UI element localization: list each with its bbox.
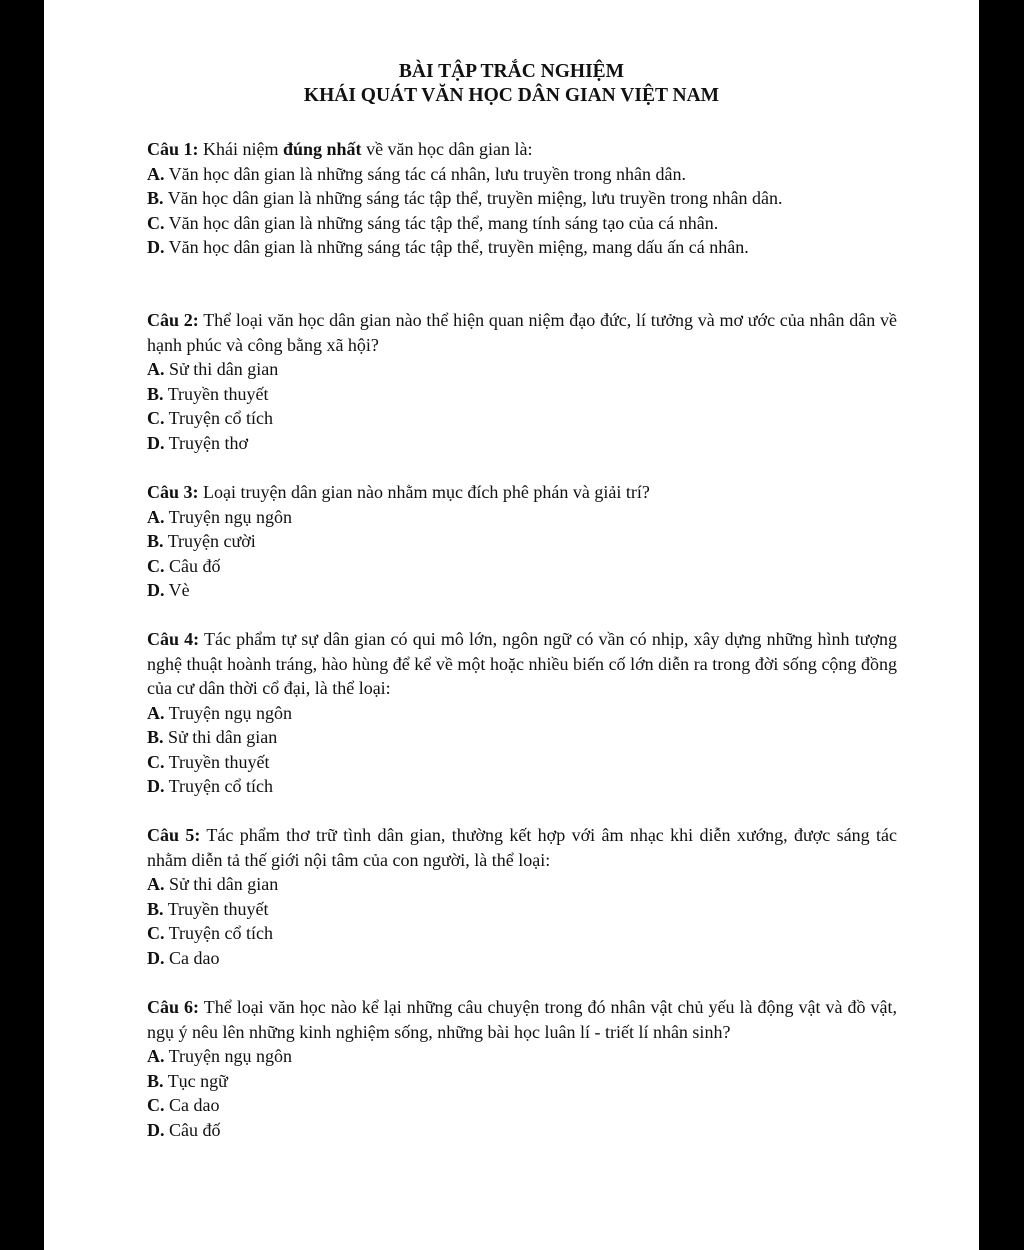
document-title: [44, 60, 979, 108]
stem-text: Loại truyện dân gian nào nhằm mục đích phê phán và giải trí?: [198, 482, 650, 502]
option-text: Câu đố: [164, 555, 221, 576]
option-a: [147, 872, 897, 897]
question-label: Câu 5:: [147, 825, 201, 845]
option-c: [147, 1093, 897, 1118]
option-text: Truyện cổ tích: [164, 923, 274, 943]
option-d: [147, 431, 897, 456]
option-a: [147, 162, 897, 187]
option-text: Văn học dân gian là những sáng tác tập thể, truyền miệng, lưu truyền trong nhân dân.: [163, 188, 783, 208]
question-stem: [147, 137, 897, 162]
question-4: [147, 627, 897, 799]
option-letter: A.: [147, 1046, 165, 1066]
option-c: [147, 750, 897, 775]
question-stem: [147, 308, 897, 357]
option-letter: C.: [147, 408, 165, 428]
option-text: Truyền thuyết: [164, 751, 270, 772]
document-page: [44, 0, 979, 1250]
option-letter: A.: [147, 874, 165, 894]
option-letter: C.: [147, 751, 165, 772]
option-text: Câu đố: [164, 1119, 221, 1140]
question-stem: [147, 627, 897, 701]
option-c: [147, 554, 897, 579]
option-d: [147, 1118, 897, 1143]
option-a: [147, 701, 897, 726]
option-letter: A.: [147, 359, 165, 379]
option-letter: B.: [147, 1070, 164, 1091]
option-d: [147, 235, 897, 260]
option-b: [147, 529, 897, 554]
option-text: Văn học dân gian là những sáng tác cá nhân, lưu truyền trong nhân dân.: [164, 163, 687, 184]
option-b: [147, 897, 897, 922]
question-label: Câu 4:: [147, 629, 200, 649]
option-text: Truyện ngụ ngôn: [164, 702, 293, 723]
option-text: Vè: [164, 580, 190, 600]
question-label: Câu 6:: [147, 997, 200, 1017]
question-6: [147, 995, 897, 1142]
option-letter: B.: [147, 383, 164, 404]
stem-text: Tác phẩm thơ trữ tình dân gian, thường kết hợp với âm nhạc khi diễn xướng, được sáng tác nhằm diễn tả thế giới nội tâm của con người, là thể loại:: [147, 825, 897, 870]
question-5: [147, 823, 897, 970]
option-c: [147, 211, 897, 236]
option-letter: D.: [147, 776, 165, 796]
stem-text: Khái niệm: [198, 139, 283, 159]
option-b: [147, 725, 897, 750]
option-letter: D.: [147, 237, 165, 257]
stem-emphasis: đúng nhất: [283, 139, 362, 159]
question-1: [147, 137, 897, 260]
option-text: Truyện thơ: [164, 432, 249, 453]
option-text: Tục ngữ: [163, 1070, 228, 1091]
title-line-2: KHÁI QUÁT VĂN HỌC DÂN GIAN VIỆT NAM: [303, 85, 720, 106]
option-b: [147, 186, 897, 211]
option-text: Truyện cổ tích: [164, 408, 274, 428]
option-letter: D.: [147, 580, 165, 600]
option-letter: B.: [147, 188, 164, 208]
question-label: Câu 2:: [147, 310, 199, 330]
question-label: Câu 3:: [147, 482, 199, 502]
option-text: Truyện ngụ ngôn: [164, 506, 293, 527]
option-letter: A.: [147, 163, 165, 184]
option-a: [147, 357, 897, 382]
option-letter: B.: [147, 531, 164, 551]
option-a: [147, 1044, 897, 1069]
option-d: [147, 946, 897, 971]
option-text: Truyền thuyết: [163, 383, 269, 404]
option-d: [147, 774, 897, 799]
stem-text: Tác phẩm tự sự dân gian có qui mô lớn, ngôn ngữ có vần có nhịp, xây dựng những hình tượng nghệ thuật hoành tráng, hào hùng để kể về một hoặc nhiều biến cố lớn diễn ra trong đời sống cộng đồng của cư dân thời cổ đại, là thể loại:: [147, 629, 897, 698]
question-label: Câu 1:: [147, 139, 199, 159]
option-letter: C.: [147, 555, 165, 576]
option-text: Sử thi dân gian: [164, 359, 279, 379]
option-letter: D.: [147, 1119, 165, 1140]
stem-text: Thể loại văn học dân gian nào thể hiện quan niệm đạo đức, lí tưởng và mơ ước của nhân dân về hạnh phúc và công bằng xã hội?: [147, 310, 897, 355]
stem-text: Thể loại văn học nào kể lại những câu chuyện trong đó nhân vật chủ yếu là động vật và đồ vật, ngụ ý nêu lên những kinh nghiệm sống, những bài học luân lí - triết lí nhân sinh?: [147, 997, 897, 1042]
option-text: Sử thi dân gian: [164, 874, 279, 894]
option-text: Truyền thuyết: [163, 898, 269, 919]
title-line-1: BÀI TẬP TRẮC NGHIỆM: [398, 61, 625, 82]
option-d: [147, 578, 897, 603]
option-b: [147, 382, 897, 407]
question-3: [147, 480, 897, 603]
option-c: [147, 921, 897, 946]
option-text: Văn học dân gian là những sáng tác tập thể, mang tính sáng tạo của cá nhân.: [164, 212, 719, 233]
option-letter: D.: [147, 432, 165, 453]
option-text: Ca dao: [164, 1095, 220, 1115]
option-letter: C.: [147, 923, 165, 943]
question-stem: [147, 823, 897, 872]
option-text: Truyện ngụ ngôn: [164, 1046, 293, 1066]
option-c: [147, 406, 897, 431]
question-stem: [147, 995, 897, 1044]
option-letter: B.: [147, 898, 164, 919]
option-a: [147, 505, 897, 530]
option-letter: B.: [147, 727, 164, 747]
option-letter: A.: [147, 702, 165, 723]
option-letter: D.: [147, 947, 165, 968]
option-text: Ca dao: [164, 947, 220, 968]
option-text: Truyện cổ tích: [164, 776, 274, 796]
option-text: Sử thi dân gian: [163, 727, 278, 747]
stem-text: về văn học dân gian là:: [361, 139, 533, 159]
question-2: [147, 308, 897, 455]
option-letter: C.: [147, 1095, 165, 1115]
option-b: [147, 1069, 897, 1094]
option-text: Truyện cười: [163, 531, 256, 551]
option-text: Văn học dân gian là những sáng tác tập thể, truyền miệng, mang dấu ấn cá nhân.: [164, 237, 749, 257]
option-letter: C.: [147, 212, 165, 233]
option-letter: A.: [147, 506, 165, 527]
question-stem: [147, 480, 897, 505]
